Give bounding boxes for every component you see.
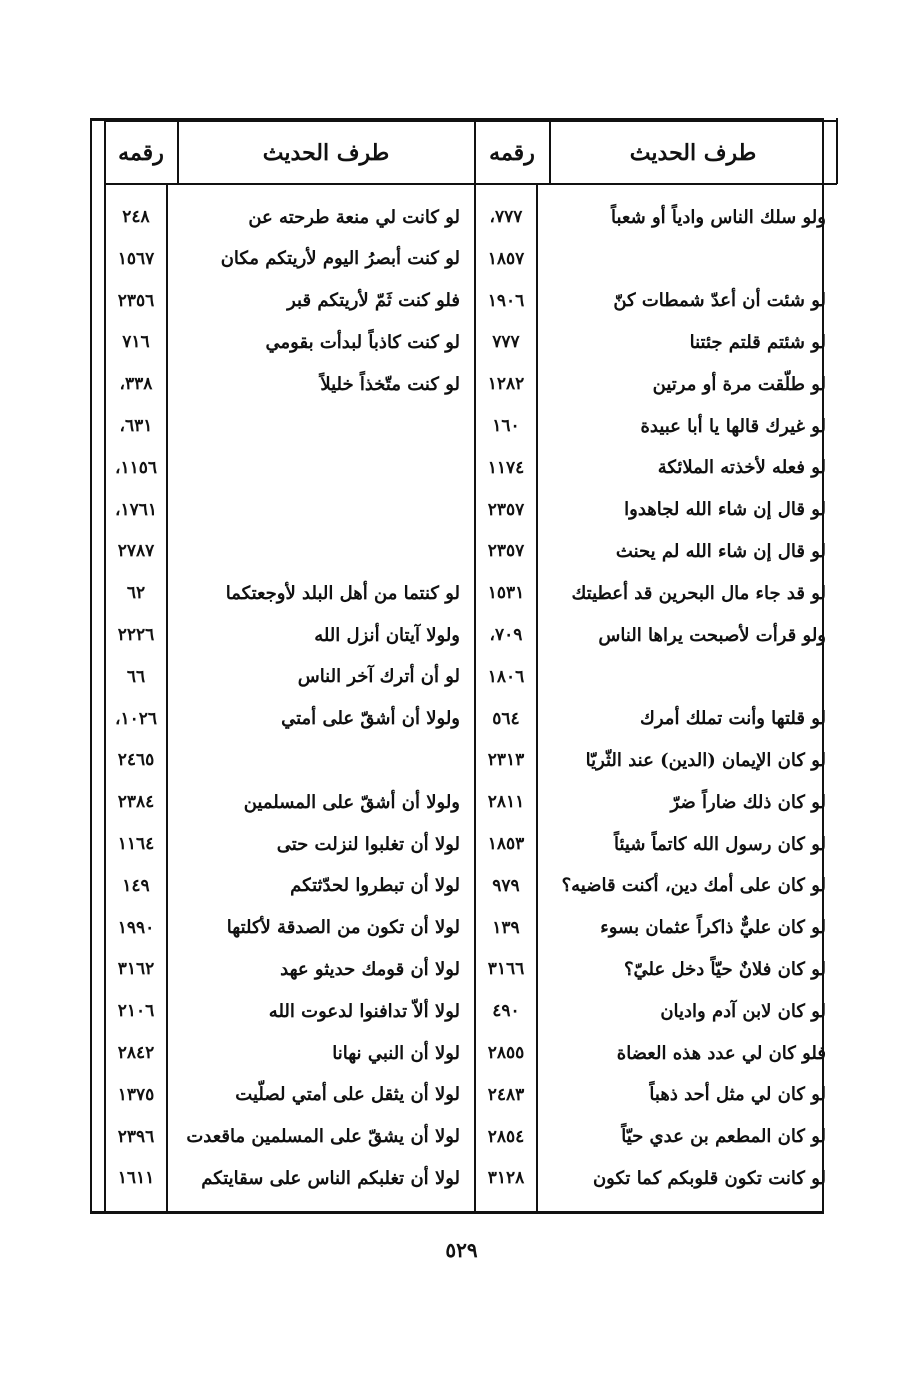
hadith-text-left: لو كنت أبصرُ اليوم لأريتكم مكان xyxy=(220,248,460,270)
table-row xyxy=(0,990,923,1032)
hadith-text-right: ولو قرأت لأصبحت يراها الناس xyxy=(598,624,826,646)
hadith-number-left: ١٥٦٧ xyxy=(117,248,155,269)
hadith-number-right: ٤٩٠ xyxy=(492,1001,520,1022)
hadith-number-left: ٢١٠٦ xyxy=(117,1001,155,1022)
hadith-number-right: ٢٤٨٣ xyxy=(487,1084,525,1105)
hadith-text-right: ولو سلك الناس وادياً أو شعباً xyxy=(611,206,826,228)
header-left-text: طرف الحديث xyxy=(262,140,390,166)
table-row xyxy=(0,572,923,614)
table-row xyxy=(0,781,923,823)
table-row xyxy=(0,656,923,698)
hadith-number-right: ٣١٦٦ xyxy=(487,959,525,980)
hadith-number-left: ١٤٩ xyxy=(122,875,150,896)
hadith-number-right: ٢٣١٣ xyxy=(487,750,525,771)
hadith-text-right: لو كان لابن آدم واديان xyxy=(660,1000,826,1022)
table-row xyxy=(0,1157,923,1199)
hadith-number-right: ١٣٩ xyxy=(492,917,520,938)
hadith-text-left: لولا أن قومك حديثو عهد xyxy=(280,958,460,980)
hadith-number-left: ٢٤٨ xyxy=(122,207,150,227)
hadith-text-left: ولولا أن أشقّ على أمتي xyxy=(281,708,460,730)
hadith-number-left: ٢٣٨٤ xyxy=(117,792,155,813)
hadith-text-left: لولا ألاّ تدافنوا لدعوت الله xyxy=(268,1000,460,1022)
table-row xyxy=(0,447,923,489)
hadith-text-left xyxy=(170,447,460,489)
hadith-number-left: ٢٣٩٦ xyxy=(117,1126,155,1147)
hadith-number-left: ٦٢ xyxy=(126,583,146,604)
hadith-text-left: لو أن أترك آخر الناس xyxy=(297,666,460,688)
hadith-text-left: لو كنت متّخذاً خليلاً xyxy=(320,373,460,395)
table-row xyxy=(0,405,923,447)
hadith-text-right: لو كانت تكون قلوبكم كما تكون xyxy=(592,1167,826,1189)
hadith-number-right: ٧٧٧، xyxy=(489,207,523,227)
hadith-number-left: ٦٣١، xyxy=(119,416,153,436)
hadith-text-left: لولا أن النبي نهانا xyxy=(332,1042,460,1064)
table-row xyxy=(0,238,923,280)
hadith-text-left: ولولا أن أشقّ على المسلمين xyxy=(243,791,460,813)
hadith-text-left xyxy=(170,405,460,447)
table-row xyxy=(0,907,923,949)
table-row xyxy=(0,739,923,781)
table-row xyxy=(0,363,923,405)
hadith-text-right: لو كان فلانٌ حيّاً دخل عليّ؟ xyxy=(623,958,826,980)
hadith-text-left: لولا أن يثقل على أمتي لصلّيت xyxy=(235,1084,460,1106)
hadith-text-left: ولولا آيتان أنزل الله xyxy=(314,624,460,646)
table-row xyxy=(0,1116,923,1158)
table-row xyxy=(0,196,923,238)
header-right-text: طرف الحديث xyxy=(629,140,757,166)
hadith-number-right: ٢٨٥٤ xyxy=(487,1126,525,1147)
table-row xyxy=(0,823,923,865)
hadith-text-left: فلو كنت ثَمّ لأريتكم قبر xyxy=(287,290,460,312)
hadith-text-left xyxy=(170,739,460,781)
hadith-text-right: فلو كان لي عدد هذه العضاة xyxy=(616,1042,826,1064)
table-row xyxy=(0,948,923,990)
table-row xyxy=(0,1074,923,1116)
hadith-number-right: ٥٦٤ xyxy=(492,708,520,729)
hadith-number-right: ١١٧٤ xyxy=(487,457,525,478)
table-row xyxy=(0,614,923,656)
hadith-text-right: لو كان رسول الله كاتماً شيئاً xyxy=(613,833,826,855)
hadith-number-right: ٢٨٥٥ xyxy=(487,1043,525,1063)
hadith-text-right: لو قلتها وأنت تملك أمرك xyxy=(640,708,826,730)
hadith-number-right: ١٢٨٢ xyxy=(487,374,525,395)
table-row xyxy=(0,865,923,907)
hadith-number-left: ٦٦ xyxy=(126,666,146,687)
hadith-text-right: لو شئت أن أعدّ شمطات كنّ xyxy=(613,290,826,312)
hadith-text-right xyxy=(540,238,826,280)
hadith-number-right: ١٨٥٣ xyxy=(487,834,525,854)
hadith-number-right: ٩٧٩ xyxy=(492,875,520,896)
hadith-text-left: لولا أن يشقّ على المسلمين ماقعدت xyxy=(186,1126,460,1148)
hadith-text-right: لو كان ذلك ضاراً ضرّ xyxy=(670,791,826,813)
hadith-text-right: لو كان لي مثل أحد ذهباً xyxy=(649,1084,826,1106)
hadith-number-right: ٧٧٧ xyxy=(492,332,520,353)
hadith-number-right: ١٨٥٧ xyxy=(487,248,525,269)
table-row xyxy=(0,1032,923,1074)
table-row xyxy=(0,280,923,322)
hadith-number-left: ١٧٦١، xyxy=(114,499,158,520)
hadith-text-right: لو كان عليٌّ ذاكراً عثمان بسوء xyxy=(600,917,826,939)
header-right-num: رقمه xyxy=(489,140,535,166)
hadith-number-left: ٢٣٥٦ xyxy=(117,290,155,311)
hadith-number-left: ١٦١١ xyxy=(117,1168,155,1189)
hadith-text-right: لو فعله لأخذته الملائكة xyxy=(657,457,826,479)
table-row xyxy=(0,530,923,572)
hadith-number-left: ١١٦٤ xyxy=(117,834,155,854)
hadith-text-left: لولا أن تغلبكم الناس على سقايتكم xyxy=(201,1167,460,1189)
hadith-text-right: لو كان على أمك دين، أكنت قاضيه؟ xyxy=(561,875,826,897)
hadith-text-right: لو قال إن شاء الله لم يحنث xyxy=(615,540,826,562)
table-row xyxy=(0,698,923,740)
hadith-text-right: لو شئتم قلتم جئتنا xyxy=(689,331,826,353)
hadith-text-left xyxy=(170,489,460,531)
hadith-text-left: لو كانت لي منعة طرحته عن xyxy=(248,206,460,228)
hadith-text-right: لو كان الإيمان (الدين) عند الثّريّا xyxy=(585,749,826,771)
hadith-text-left: لو كنتما من أهل البلد لأوجعتكما xyxy=(225,582,460,604)
hadith-number-left: ٢٤٦٥ xyxy=(117,750,155,771)
hadith-text-left: لو كنت كاذباً لبدأت بقومي xyxy=(265,331,460,353)
hadith-text-left: لولا أن تغلبوا لنزلت حتى xyxy=(276,833,460,855)
hadith-number-right: ٢٨١١ xyxy=(487,792,525,813)
hadith-number-right: ١٩٠٦ xyxy=(487,290,525,311)
hadith-text-right: لو طلّقت مرة أو مرتين xyxy=(652,373,826,395)
hadith-number-left: ٢٧٨٧ xyxy=(117,541,155,562)
table-row xyxy=(0,321,923,363)
hadith-text-left: لولا أن تكون من الصدقة لأكلتها xyxy=(226,917,460,939)
hadith-text-left xyxy=(170,530,460,572)
hadith-number-left: ١٩٩٠ xyxy=(117,917,155,938)
hadith-number-right: ١٦٠ xyxy=(492,416,520,436)
header-right-edge xyxy=(836,118,838,184)
hadith-number-right: ٧٠٩، xyxy=(489,625,523,645)
hadith-number-left: ١١٥٦، xyxy=(114,457,158,478)
hadith-number-right: ٢٣٥٧ xyxy=(487,499,525,520)
hadith-number-right: ١٥٣١ xyxy=(487,583,525,604)
hadith-number-right: ٢٣٥٧ xyxy=(487,541,525,562)
hadith-text-right xyxy=(540,656,826,698)
hadith-text-right: لو غيرك قالها يا أبا عبيدة xyxy=(640,415,826,437)
header-left-num: رقمه xyxy=(118,140,164,166)
hadith-number-right: ١٨٠٦ xyxy=(487,666,525,687)
hadith-number-left: ٧١٦ xyxy=(122,332,150,353)
hadith-number-left: ٢٢٢٦ xyxy=(117,625,155,645)
hadith-number-left: ٢٨٤٢ xyxy=(117,1043,155,1063)
hadith-number-left: ٣١٦٢ xyxy=(117,959,155,980)
hadith-text-right: لو قال إن شاء الله لجاهدوا xyxy=(624,499,826,521)
hadith-number-left: ١٠٢٦، xyxy=(114,708,158,729)
hadith-number-left: ١٣٧٥ xyxy=(117,1084,155,1105)
table-row xyxy=(0,489,923,531)
hadith-number-left: ٣٣٨، xyxy=(119,374,153,395)
hadith-text-right: لو كان المطعم بن عدي حيّاً xyxy=(621,1126,826,1148)
page-number: ٥٢٩ xyxy=(445,1238,478,1262)
hadith-text-left: لولا أن تبطروا لحدّثتكم xyxy=(290,875,460,897)
hadith-text-right: لو قد جاء مال البحرين قد أعطيتك xyxy=(571,582,826,604)
hadith-number-right: ٣١٢٨ xyxy=(487,1168,525,1189)
